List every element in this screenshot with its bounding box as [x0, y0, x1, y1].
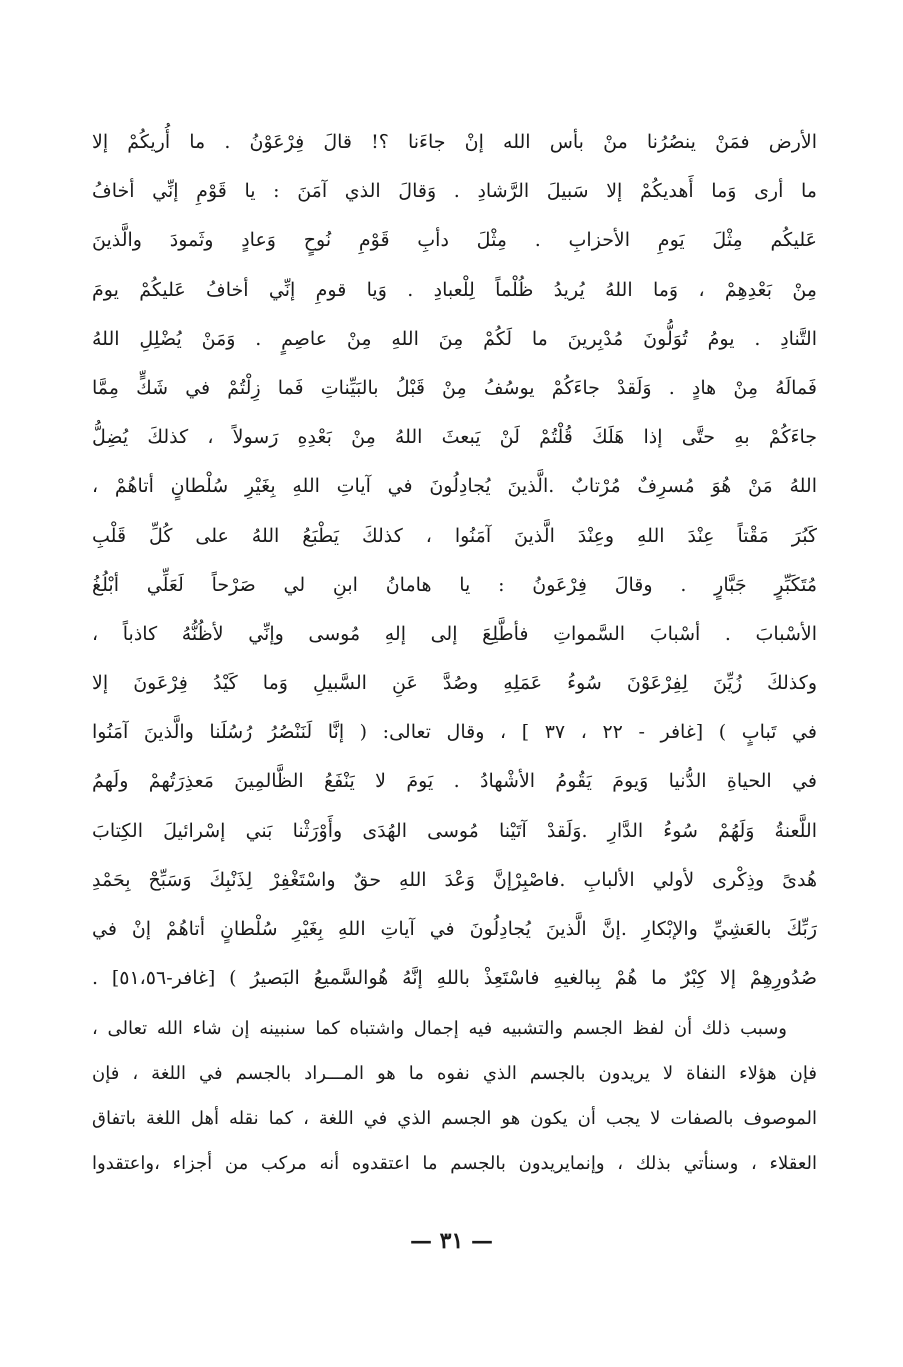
quran-line: اللَّعنةُ وَلَهُمْ سُوءُ الدَّارِ .وَلَقدْ آتَيْنا مُوسى الهُدَى وأَوْرَثْنا بَني إسْرائيلَ الكِتابَ [92, 819, 817, 842]
body-line: الموصوف بالصفات لا يجب أن يكون هو الجسم الذي في اللغة ، كما نقله أهل اللغة باتفاق [92, 1108, 817, 1129]
quran-line: صُدُورِهِمْ إلا كِبْرٌ ما هُمْ بِبالغيهِ فاسْتَعِذْ باللهِ إنَّهُ هُوالسَّميعُ البَصيرُ ) [غافر-٥١،٥٦] . [92, 967, 817, 990]
quran-line: في الحياةِ الدُّنيا وَيومَ يَقُومُ الأشْهادُ . يَومَ لا يَنْفَعُ الظَّالمِينَ مَعذِرَتُهمْ ولَهمُ [92, 770, 817, 793]
quran-line: كَبُرَ مَقْتاً عِنْدَ اللهِ وعِنْدَ الَّذينَ آمَنُوا ، كذلكَ يَطْبَعُ اللهُ على كُلِّ قَلْبِ [92, 524, 817, 547]
body-line: العقلاء ، وسنأتي بذلك ، وإنمايريدون بالجسم ما اعتقدوه أنه مركب من أجزاء ،واعتقدوا [92, 1153, 817, 1174]
quran-line: الأسْبابَ . أسْبابَ السَّمواتِ فأطَّلِعَ إلى إلهِ مُوسى وإنِّي لأظُنُّهُ كاذباً ، [92, 622, 817, 645]
quran-line: وكذلكَ زُيِّنَ لِفِرْعَوْنَ سُوءُ عَمَلِهِ وصُدَّ عَنِ السَّبيلِ وَما كَيْدُ فِرْعَونَ إلا [92, 672, 817, 695]
quran-line: رَبِّكَ بالعَشِيِّ والإبْكارِ .إنَّ الَّذينَ يُجادِلُونَ في آياتِ اللهِ بِغَيْرِ سُلْطانٍ أتاهُمْ إنْ في [92, 918, 817, 940]
quran-line: مِنْ بَعْدِهِمْ ، وَما اللهُ يُريدُ ظُلْماً لِلْعبادِ . وَيا قومِ إنِّي أخافُ عَليكُمْ يومَ [92, 278, 817, 301]
body-line: وسبب ذلك أن لفظ الجسم والتشبيه فيه إجمال واشتباه كما سنبينه إن شاء الله تعالى ، [92, 1018, 787, 1039]
quran-line: ما أرى وَما أَهديكُمْ إلا سَبيلَ الرَّشادِ . وَقالَ الذي آمَنَ : يا قَوْمِ إنِّي أخافُ [92, 180, 817, 203]
quran-line: اللهُ مَنْ هُوَ مُسرِفٌ مُرْتابٌ .الَّذينَ يُجادِلُونَ في آياتِ اللهِ بِغَيْرِ سُلْطانٍ أتاهُمْ ، [92, 475, 817, 498]
quran-line: عَليكُم مِثْلَ يَومِ الأحزابِ . مِثْلَ دأبِ قَوْمِ نُوحٍ وَعادٍ وثَمودَ والَّذينَ [92, 229, 817, 252]
quran-line: فَمالَهُ مِنْ هادٍ . وَلَقدْ جاءَكُمْ يوسُفُ مِنْ قَبْلُ بالبَيِّناتِ فَما زِلْتُمْ في شَكٍّ مِمَّا [92, 376, 817, 399]
body-paragraph [92, 1006, 817, 1186]
quran-line: مُتَكَبِّرٍ جَبَّارٍ . وقالَ فِرْعَونُ : يا هامانُ ابنِ لي صَرْحاً لَعَلِّي أبْلُغُ [92, 573, 817, 596]
quran-line: التَّنادِ . يومُ تُوَلُّونَ مُدْبِرينَ ما لَكُمْ مِنَ اللهِ مِنْ عاصِمٍ . وَمَنْ يُضْلِلِ اللهُ [92, 327, 817, 350]
body-line: فإن هؤلاء النفاة لا يريدون بالجسم الذي نفوه ما هو المـــراد بالجسم في اللغة ، فإن [92, 1063, 817, 1084]
quran-line: هُدىً وذِكْرى لأولي الألبابِ .فاصْبِرْإنَّ وَعْدَ اللهِ حقٌ واسْتَغْفِرْ لِذَنْبِكَ وَسَبِّحْ بِحَمْدِ [92, 868, 817, 891]
quran-line: جاءَكُمْ بهِ حتَّى إذا هَلَكَ قُلْتُمْ لَنْ يَبعثَ اللهُ مِنْ بَعْدِهِ رَسولاً ، كذلكَ يُضِلُّ [92, 426, 817, 449]
page-number: — ٣١ — [410, 1228, 493, 1254]
quran-passage [92, 118, 817, 1003]
quran-line: في تَبابٍ ) [غافر - ٢٢ ، ٣٧ ] ، وقال تعالى: ( إنَّا لَنَنْصُرُ رُسُلَنا والَّذينَ آمَنُوا [92, 721, 817, 744]
quran-line: الأرض فمَنْ ينصُرُنا منْ بأس الله إنْ جاءَنا ؟! قالَ فِرْعَوْنُ . ما أُريكُمْ إلا [92, 131, 817, 153]
